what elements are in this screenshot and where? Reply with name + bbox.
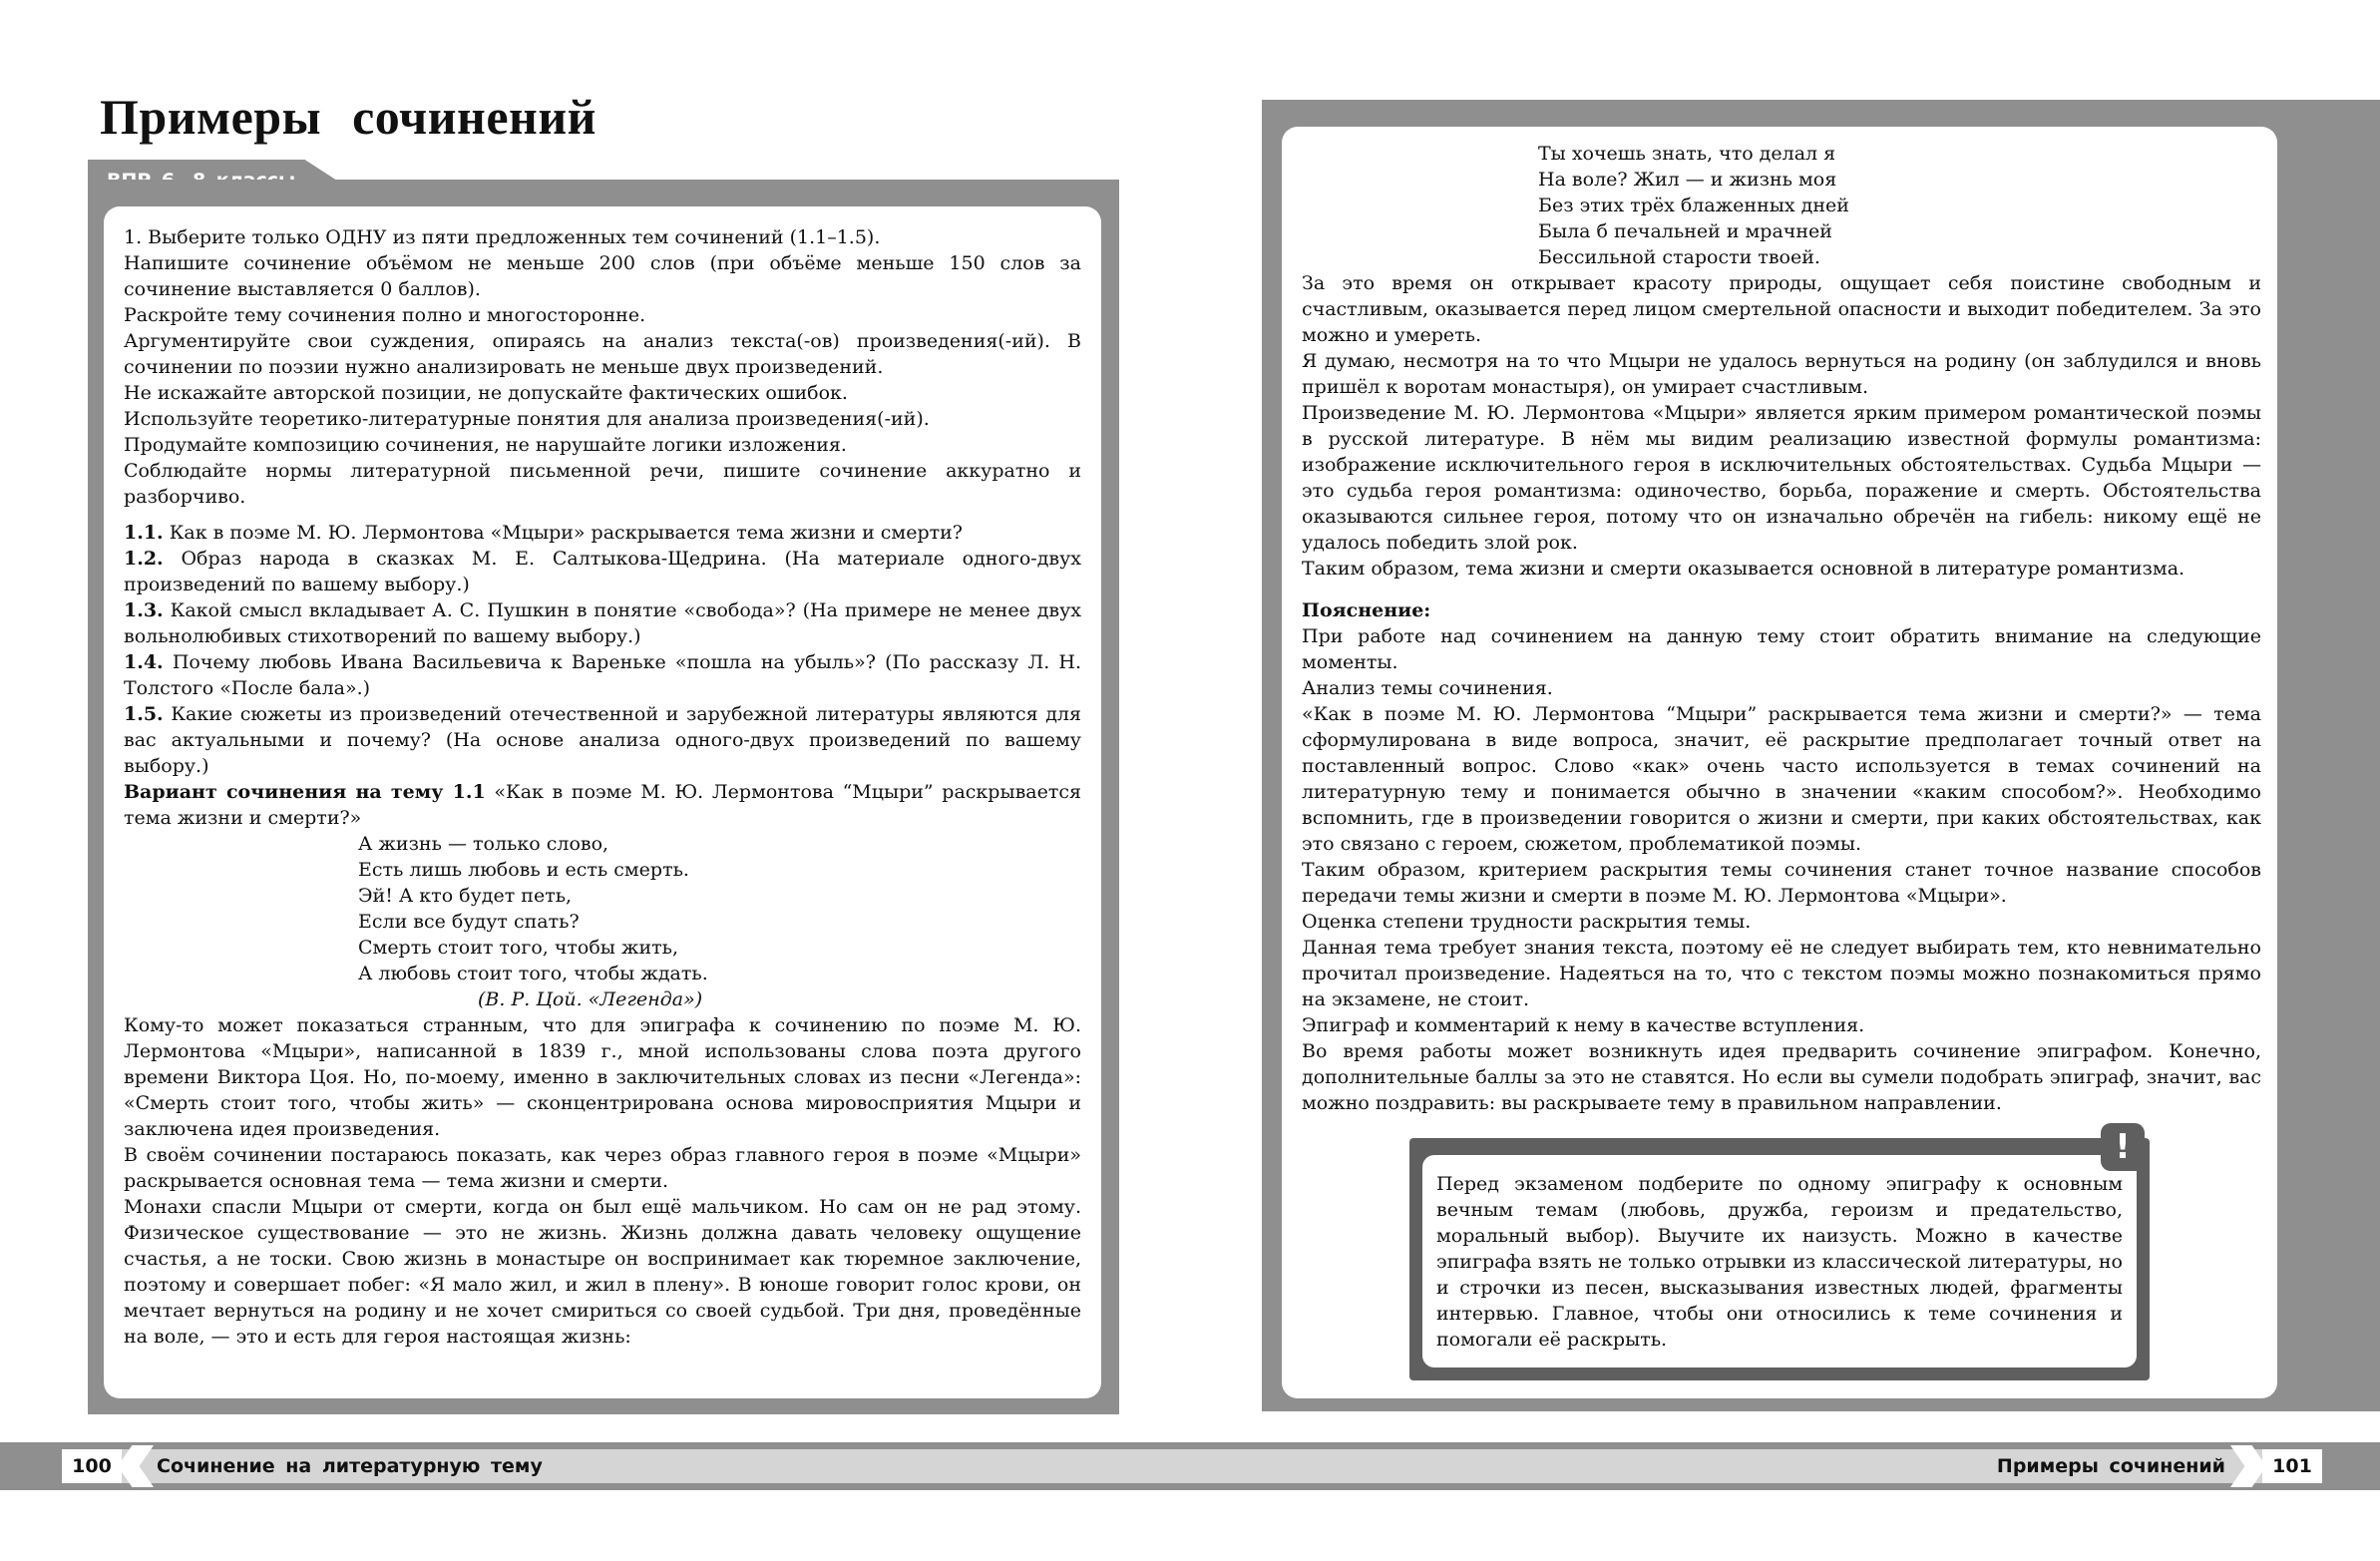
- note-paragraph: Таким образом, критерием раскрытия темы сочинения станет точное название способов передачи темы жизни и смерти в поэме М. Ю. Лермонтова «Мцыри».: [1302, 859, 2261, 907]
- poem-quote: [1302, 141, 2261, 270]
- instructions: [124, 224, 1081, 510]
- poem-line: На воле? Жил — и жизнь моя: [1538, 169, 1837, 191]
- note-paragraph: Эпиграф и комментарий к нему в качестве вступления.: [1302, 1014, 1865, 1036]
- note-paragraph: Оценка степени трудности раскрытия темы.: [1302, 911, 1752, 933]
- instruction: 1. Выберите только ОДНУ из пяти предложенных тем сочинений (1.1–1.5).: [124, 226, 881, 248]
- page-number-right: 101: [2262, 1449, 2322, 1483]
- poem-line: Ты хочешь знать, что делал я: [1538, 143, 1836, 165]
- question-text: Какой смысл вкладывает А. С. Пушкин в понятие «свобода»? (На примере не менее двух вольнолюбивых стихотворений по вашему выбору.): [124, 599, 1081, 647]
- instruction: Не искажайте авторской позиции, не допускайте фактических ошибок.: [124, 382, 848, 404]
- question-item: [124, 649, 1081, 701]
- question-item: [124, 520, 1081, 546]
- essay-continuation: [1302, 270, 2261, 582]
- question-number: 1.4.: [124, 651, 164, 673]
- variant-label: Вариант сочинения на тему 1.1: [124, 781, 486, 803]
- instruction: Используйте теоретико-литературные понятия для анализа произведения(-ий).: [124, 408, 930, 430]
- poem-line: Без этих трёх блаженных дней: [1538, 195, 1849, 216]
- question-text: Образ народа в сказках М. Е. Салтыкова-Щедрина. (На материале одного-двух произведений по вашему выбору.): [124, 548, 1082, 595]
- question-number: 1.1.: [124, 522, 164, 544]
- question-number: 1.3.: [124, 599, 164, 621]
- essay-paragraph: За это время он открывает красоту природы, ощущает себя поистине свободным и счастливым, оказывается перед лицом смертельной опасности и выходит победителем. За это можно и умереть.: [1302, 272, 2261, 346]
- epigraph: [124, 831, 1081, 986]
- note-paragraph: «Как в поэме М. Ю. Лермонтова “Мцыри” раскрывается тема жизни и смерти?» — тема сформулирована в виде вопроса, значит, её раскрытие предполагает точный ответ на поставленный вопрос. Слово «как» очень часто используется в темах сочинений на литературную тему и понимается обычно в значении «каким способом?». Необходимо вспомнить, где в произведении говорится о жизни и смерти, при каких обстоятельствах, как это связано с героем, сюжетом, проблематикой поэмы.: [1302, 703, 2261, 855]
- essay-paragraph: Я думаю, несмотря на то что Мцыри не удалось вернуться на родину (он заблудился и вновь пришёл к воротам монастыря), он умирает счастливым.: [1302, 350, 2261, 398]
- essay-paragraph: Монахи спасли Мцыри от смерти, когда он был ещё мальчиком. Но сам он не рад этому. Физическое существование — это не жизнь. Жизнь должна давать человеку ощущение счастья, а не тоски. Свою жизнь в монастыре он воспринимает как тюремное заключение, поэтому и совершает побег: «Я мало жил, и жил в плену». В юноше говорит голос крови, он мечтает вернуться на родину и не хочет смириться со своей судьбой. Три дня, проведённые на воле, — это и есть для героя настоящая жизнь:: [124, 1196, 1081, 1348]
- instruction: Раскройте тему сочинения полно и многосторонне.: [124, 304, 646, 326]
- epigraph-line: А жизнь — только слово,: [358, 833, 609, 855]
- epigraph-citation: (В. Р. Цой. «Легенда»): [478, 988, 703, 1010]
- variant-heading: [124, 779, 1081, 831]
- instruction: Соблюдайте нормы литературной письменной речи, пишите сочинение аккуратно и разборчиво.: [124, 460, 1081, 508]
- poem-line: Была б печальней и мрачней: [1538, 220, 1832, 242]
- footer-chapter-title: Примеры сочинений: [1996, 1455, 2225, 1477]
- note-paragraph: Во время работы может возникнуть идея предварить сочинение эпиграфом. Конечно, дополнительные баллы за это не ставятся. Но если вы сумели подобрать эпиграф, значит, вас можно поздравить: вы раскрываете тему в правильном направлении.: [1302, 1040, 2261, 1114]
- footer-section-title: Сочинение на литературную тему: [157, 1455, 543, 1477]
- epigraph-line: А любовь стоит того, чтобы ждать.: [358, 963, 708, 984]
- note-text: [1302, 623, 2261, 1116]
- exclamation-icon: !: [2101, 1123, 2145, 1171]
- left-content-card: [104, 206, 1101, 1398]
- poem-line: Бессильной старости твоей.: [1538, 246, 1820, 268]
- epigraph-line: Эй! А кто будет петь,: [358, 885, 573, 907]
- question-item: [124, 597, 1081, 649]
- question-number: 1.5.: [124, 703, 164, 725]
- note-paragraph: Анализ темы сочинения.: [1302, 677, 1553, 699]
- question-item: [124, 701, 1081, 779]
- instruction: Аргументируйте свои суждения, опираясь на анализ текста(-ов) произведения(-ий). В сочинении по поэзии нужно анализировать не меньше двух произведений.: [124, 330, 1081, 378]
- note-paragraph: Данная тема требует знания текста, поэтому её не следует выбирать тем, кто невнимательно прочитал произведение. Надеяться на то, что с текстом поэмы можно познакомиться прямо на экзамене, не стоит.: [1302, 937, 2261, 1010]
- note-heading: Пояснение:: [1302, 599, 1431, 621]
- question-list: [124, 520, 1081, 831]
- question-number: 1.2.: [124, 548, 164, 570]
- essay-paragraph: В своём сочинении постараюсь показать, как через образ главного героя в поэме «Мцыри» раскрывается основная тема — тема жизни и смерти.: [124, 1144, 1081, 1192]
- question-item: [124, 546, 1081, 597]
- essay-paragraph: Кому-то может показаться странным, что для эпиграфа к сочинению по поэме М. Ю. Лермонтова «Мцыри», написанной в 1839 г., мной использованы слова поэта другого времени Виктора Цоя. Но, по-моему, именно в заключительных словах из песни «Легенда»: «Смерть стоит того, чтобы жить» — сконцентрирована основа мировосприятия Мцыри и заключена идея произведения.: [124, 1014, 1081, 1140]
- essay-text: [124, 1012, 1081, 1350]
- note-paragraph: При работе над сочинением на данную тему стоит обратить внимание на следующие моменты.: [1302, 625, 2261, 673]
- epigraph-line: Есть лишь любовь и есть смерть.: [358, 859, 689, 881]
- epigraph-line: Если все будут спать?: [358, 911, 580, 933]
- essay-paragraph: Произведение М. Ю. Лермонтова «Мцыри» является ярким примером романтической поэмы в русской литературе. В нём мы видим реализацию известной формулы романтизма: изображение исключительного героя в исключительных обстоятельствах. Судьба Мцыри — это судьба героя романтизма: одиночество, борьба, поражение и смерть. Обстоятельства оказываются сильнее героя, потому что он изначально обречён на гибель: никому ещё не удалось победить злой рок.: [1302, 402, 2261, 554]
- tip-text: Перед экзаменом подберите по одному эпиграфу к основным вечным темам (любовь, дружба, героизм и предательство, моральный выбор). Выучите их наизусть. Можно в качестве эпиграфа взять не только отрывки из классической литературы, но и строчки из песен, высказывания известных людей, фрагменты интервью. Главное, чтобы они относились к теме сочинения и помогали её раскрыть.: [1422, 1155, 2137, 1367]
- instruction: Напишите сочинение объёмом не меньше 200 слов (при объёме меньше 150 слов за сочинение выставляется 0 баллов).: [124, 252, 1081, 300]
- question-text: Как в поэме М. Ю. Лермонтова «Мцыри» раскрывается тема жизни и смерти?: [169, 522, 963, 544]
- page-number-left: 100: [62, 1449, 122, 1483]
- page-title: Примеры сочинений: [100, 89, 596, 145]
- variant-text: «Как в поэме М. Ю. Лермонтова “Мцыри” раскрывается тема жизни и смерти?»: [124, 781, 1081, 829]
- essay-paragraph: Таким образом, тема жизни и смерти оказывается основной в литературе романтизма.: [1302, 558, 2185, 580]
- epigraph-line: Смерть стоит того, чтобы жить,: [358, 937, 678, 959]
- question-text: Какие сюжеты из произведений отечественной и зарубежной литературы являются для вас актуальными и почему? (На основе анализа одного-двух произведений по вашему выбору.): [124, 703, 1081, 777]
- instruction: Продумайте композицию сочинения, не нарушайте логики изложения.: [124, 434, 847, 456]
- question-text: Почему любовь Ивана Васильевича к Вареньке «пошла на убыль»? (По рассказу Л. Н. Толстого «После бала».): [124, 651, 1082, 699]
